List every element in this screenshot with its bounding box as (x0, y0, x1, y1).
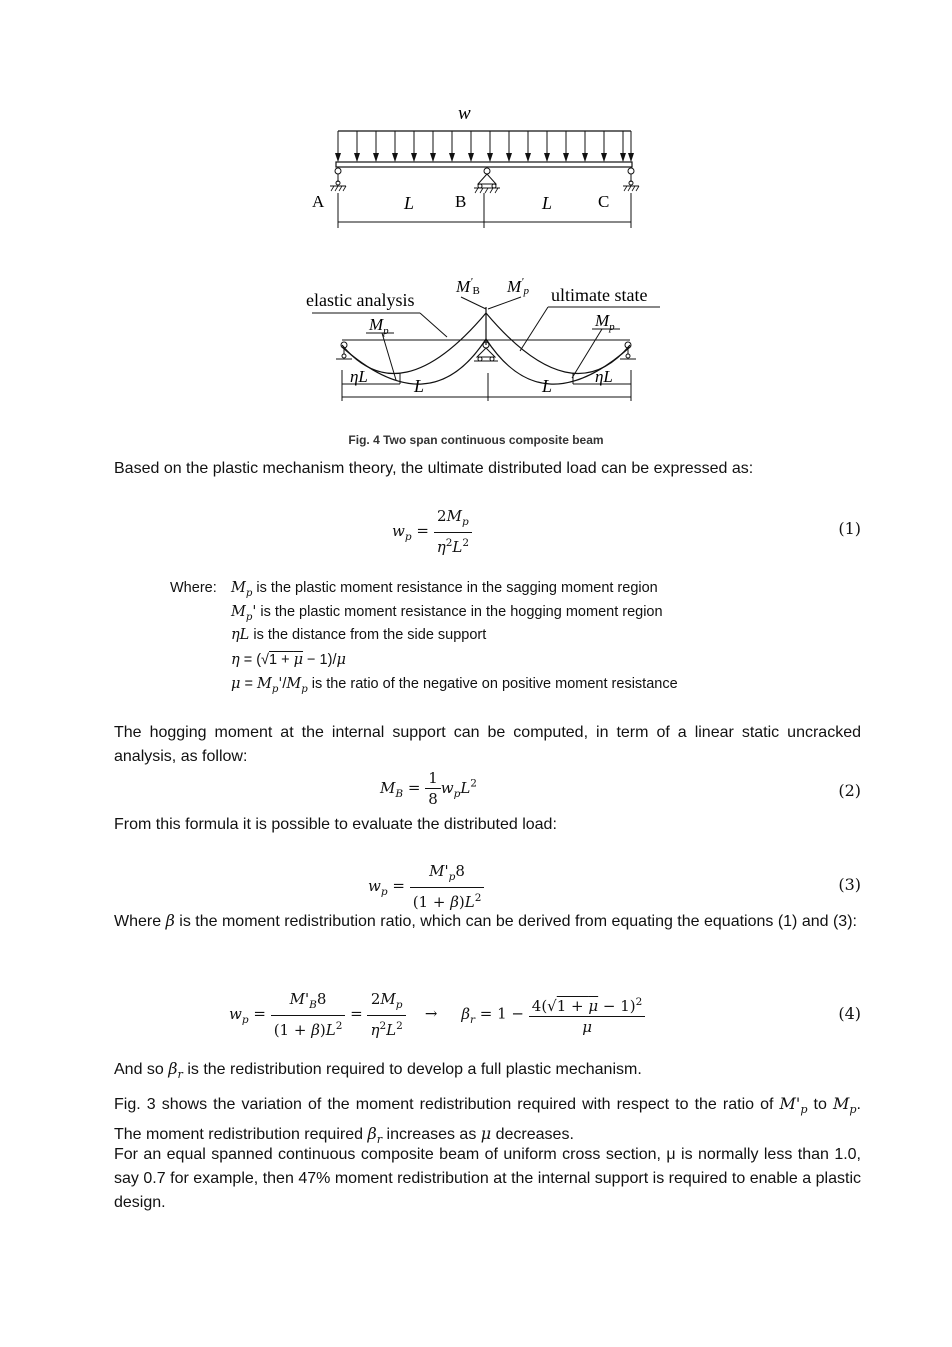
where-block (170, 576, 678, 695)
mp-prime-label (506, 276, 530, 297)
mp-left-label (368, 315, 389, 337)
where-item-4: η = (√1 + μ − 1)/μ (231, 652, 346, 668)
support-a-label: A (312, 192, 325, 211)
where-item-3: ηL is the distance from the side support (231, 627, 487, 643)
equation-4-number: (4) (838, 1004, 861, 1023)
figure-caption: Fig. 4 Two span continuous composite beam (348, 433, 604, 447)
paragraph-3: From this formula it is possible to evaluate the distributed load: (114, 816, 557, 833)
mb-prime-label (455, 276, 480, 297)
eta-l-left: ηL (350, 367, 368, 386)
svg-text:M'p: $M'_p$ (507, 276, 530, 297)
paragraph-5: And so $\beta_r$ is the redistribution required to develop a full plastic mechanism. (114, 1059, 642, 1082)
equation-3: $w_p$ = $\frac{M'_p8}{(1 + \beta)L^2}$ (368, 861, 484, 912)
paragraph-2: The hogging moment at the internal support can be computed, in term of a linear static uncracked analysis, as follow: (114, 724, 861, 765)
where-label: Where: (170, 580, 217, 596)
where-item-1: $M_p$ is the plastic moment resistance in the sagging moment region (231, 580, 658, 599)
equation-3-number: (3) (838, 875, 861, 894)
where-item-2: $M_p'$ is the plastic moment resistance in the hogging moment region (231, 604, 663, 623)
mp-right-label (594, 311, 615, 333)
support-c-label: C (598, 192, 610, 211)
load-label: w (458, 103, 471, 124)
span-l-right: L (542, 376, 553, 396)
span-label-2: L (542, 193, 553, 213)
paragraph-7: For an equal spanned continuous composite beam of uniform cross section, μ is normally less than 1.0, say 0.7 for example, then 47% moment redistribution at the internal support is required to enable a plastic design. (114, 1146, 861, 1211)
beam-figure (290, 95, 680, 425)
where-item-5: $\mu = M_p'/M_p$ is the ratio of the negative on positive moment resistance (231, 676, 678, 695)
support-b-label: B (455, 192, 467, 211)
equation-1: $w_p$ = $\frac{2M_p}{\eta^2L^2}$ (392, 506, 472, 557)
equation-2-number: (2) (838, 781, 861, 800)
equation-2: $M_B$ = $\frac{1}{8}$ $w_pL^2$ (380, 769, 477, 808)
load-arrows (338, 131, 631, 161)
paragraph-6: Fig. 3 shows the variation of the moment redistribution required with respect to the ratio of $M'_p$ to $M_p$. The moment redistribution required $\beta_r$ increases as μ decreases. (114, 1094, 861, 1147)
span-l-left: L (414, 376, 425, 396)
svg-text:Mp: $M_p$ (595, 311, 615, 333)
svg-text:M'B: $M'_B$ (456, 276, 480, 297)
paragraph-1: Based on the plastic mechanism theory, the ultimate distributed load can be expressed as: (114, 460, 754, 477)
equation-4: $w_p$ = $\frac{M'_B8}{(1 + \beta)L^2}$ = $\frac{2M_p}{\eta^2L^2}$ → $\beta_r = 1$ − $\frac{4(√1 + \mu - 1)^2}{\mu}$ (229, 989, 645, 1040)
equation-1-number: (1) (838, 519, 861, 538)
ultimate-state-label: ultimate state (551, 285, 648, 305)
svg-text:Mp: $M_p$ (369, 315, 389, 337)
eta-l-right: ηL (595, 367, 613, 386)
elastic-analysis-label: elastic analysis (306, 290, 415, 310)
paragraph-4: Where β is the moment redistribution ratio, which can be derived from equating the equations (1) and (3): (114, 911, 857, 930)
span-label-1: L (404, 193, 415, 213)
